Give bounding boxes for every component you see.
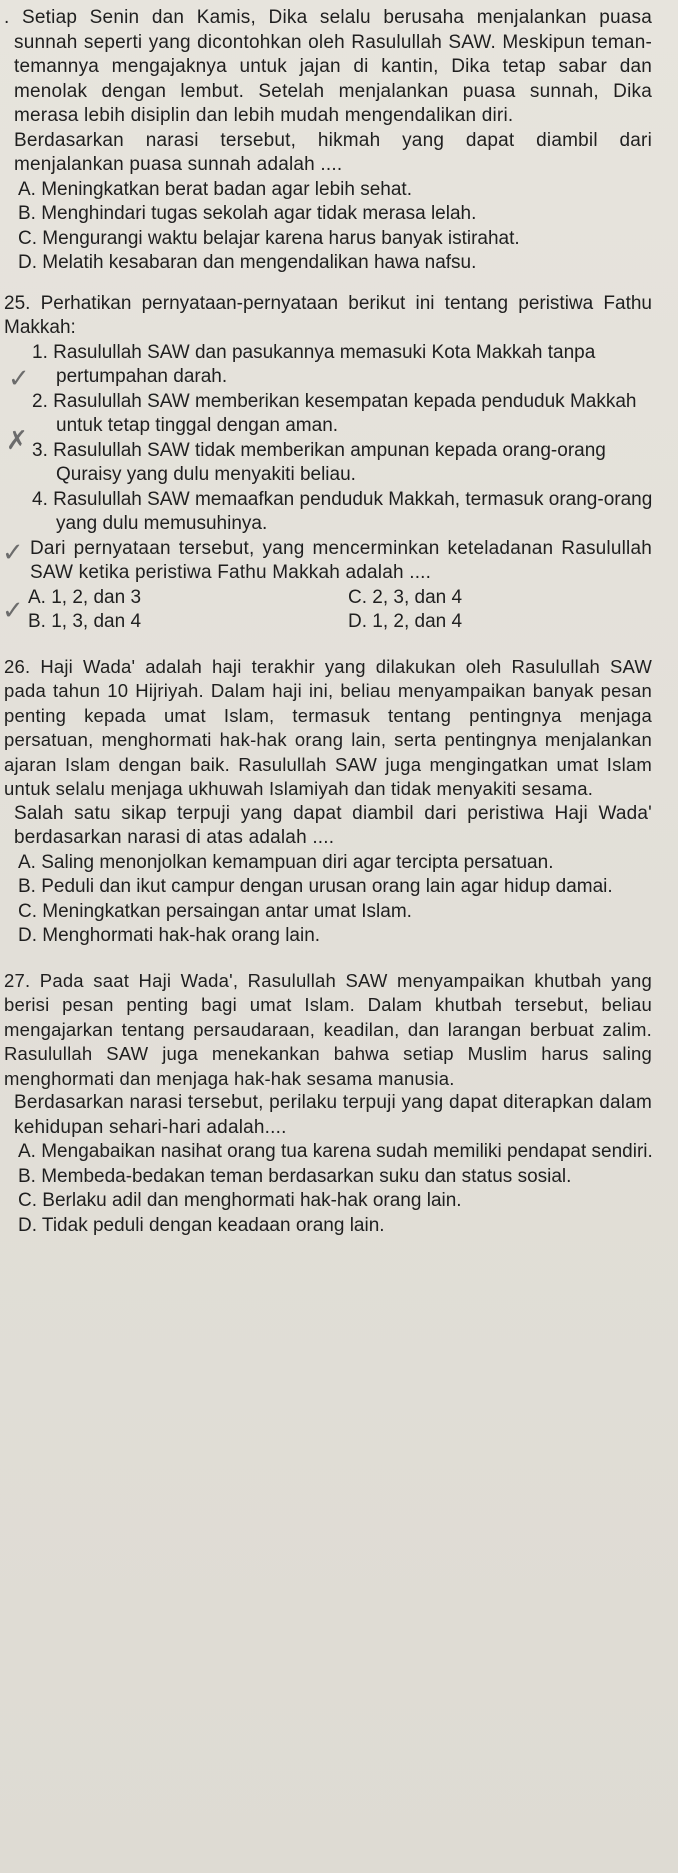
option-d[interactable]: D. Menghormati hak-hak orang lain. [18, 925, 321, 946]
option-d[interactable]: D. Tidak peduli dengan keadaan orang lain. [18, 1214, 385, 1236]
option-a[interactable]: A. Mengabaikan nasihat orang tua karena sudah memiliki pendapat sendiri. [18, 1141, 653, 1162]
question-24 [0, 6, 678, 276]
question-25-prompt: Dari pernyataan tersebut, yang mencerminkan keteladanan Rasulullah SAW ketika peristiwa Fathu Makkah adalah .... [30, 537, 652, 583]
question-26-stem: 26. Haji Wada' adalah haji terakhir yang dilakukan oleh Rasulullah SAW pada tahun 10 Hijriyah. Dalam haji ini, beliau menyampaikan banyak pesan penting kepada umat Islam, termasuk tentang pentingnya menjaga persatuan, menghormati hak-hak orang lain, serta pentingnya menjalankan ajaran Islam dengan baik. Rasulullah SAW juga mengingatkan umat Islam untuk selalu menjaga ukhuwah Islamiyah dan tidak menyakiti sesama. [4, 655, 652, 799]
question-25-options [0, 586, 678, 635]
option-c[interactable]: C. Meningkatkan persaingan antar umat Islam. [18, 900, 412, 922]
question-25-statements [0, 341, 678, 537]
statement-4: 4. Rasulullah SAW memaafkan penduduk Makkah, termasuk orang-orang yang dulu memusuhinya. [32, 488, 653, 534]
question-27-options [0, 1140, 678, 1238]
question-26-prompt: Salah satu sikap terpuji yang dapat diambil dari peristiwa Haji Wada' berdasarkan narasi di atas adalah .... [14, 802, 652, 848]
option-d[interactable]: D. 1, 2, dan 4 [348, 611, 463, 632]
option-a[interactable]: A. 1, 2, dan 3 [28, 586, 142, 608]
statement-2: 2. Rasulullah SAW memberikan kesempatan kepada penduduk Makkah untuk tetap tinggal dengan aman. [32, 390, 637, 436]
question-24-options [0, 178, 678, 276]
pencil-check-mark-icon: ✓ [8, 364, 30, 394]
option-d[interactable]: D. Melatih kesabaran dan mengendalikan hawa nafsu. [18, 252, 477, 273]
question-25 [0, 292, 678, 635]
question-24-stem: . Setiap Senin dan Kamis, Dika selalu berusaha menjalankan puasa sunnah seperti yang dicontohkan oleh Rasulullah SAW. Meskipun teman-temannya mengajaknya untuk jajan di kantin, Dika tetap sabar dan menolak dengan lembut. Setelah menjalankan puasa sunnah, Dika merasa lebih disiplin dan lebih mudah mengendalikan diri. [4, 7, 652, 126]
option-c[interactable]: C. Mengurangi waktu belajar karena harus banyak istirahat. [18, 227, 520, 249]
question-27-stem: 27. Pada saat Haji Wada', Rasulullah SAW menyampaikan khutbah yang berisi pesan penting bagi umat Islam. Dalam khutbah tersebut, beliau mengajarkan tentang persaudaraan, keadilan, dan larangan berbuat zalim. Rasulullah SAW juga menekankan bahwa setiap Muslim harus saling menghormati dan menjaga hak-hak sesama manusia. [4, 969, 652, 1089]
option-a[interactable]: A. Saling menonjolkan kemampuan diri agar tercipta persatuan. [18, 851, 554, 873]
option-b[interactable]: B. 1, 3, dan 4 [28, 611, 142, 632]
pencil-cross-mark-icon: ✗ [6, 426, 28, 456]
option-b[interactable]: B. Menghindari tugas sekolah agar tidak merasa lelah. [18, 203, 477, 224]
option-b[interactable]: B. Membeda-bedakan teman berdasarkan suku dan status sosial. [18, 1165, 572, 1187]
option-c[interactable]: C. Berlaku adil dan menghormati hak-hak orang lain. [18, 1190, 462, 1211]
pencil-check-mark-icon: ✓ [2, 596, 24, 626]
question-24-prompt: Berdasarkan narasi tersebut, hikmah yang dapat diambil dari menjalankan puasa sunnah adalah .... [14, 129, 652, 175]
question-26-options [0, 851, 678, 949]
worksheet-content [0, 6, 678, 1238]
question-25-stem: 25. Perhatikan pernyataan-pernyataan berikut ini tentang peristiwa Fathu Makkah: [4, 292, 652, 338]
question-27-prompt: Berdasarkan narasi tersebut, perilaku terpuji yang dapat diterapkan dalam kehidupan sehari-hari adalah.... [14, 1092, 652, 1138]
option-b[interactable]: B. Peduli dan ikut campur dengan urusan orang lain agar hidup damai. [18, 876, 613, 897]
statement-1: 1. Rasulullah SAW dan pasukannya memasuki Kota Makkah tanpa pertumpahan darah. [32, 341, 596, 387]
option-c[interactable]: C. 2, 3, dan 4 [348, 586, 463, 608]
question-26 [0, 655, 678, 949]
option-a[interactable]: A. Meningkatkan berat badan agar lebih sehat. [18, 178, 412, 200]
statement-3: 3. Rasulullah SAW tidak memberikan ampunan kepada orang-orang Quraisy yang dulu menyakiti beliau. [32, 439, 606, 485]
pencil-check-mark-icon: ✓ [2, 538, 24, 568]
question-27 [0, 969, 678, 1239]
